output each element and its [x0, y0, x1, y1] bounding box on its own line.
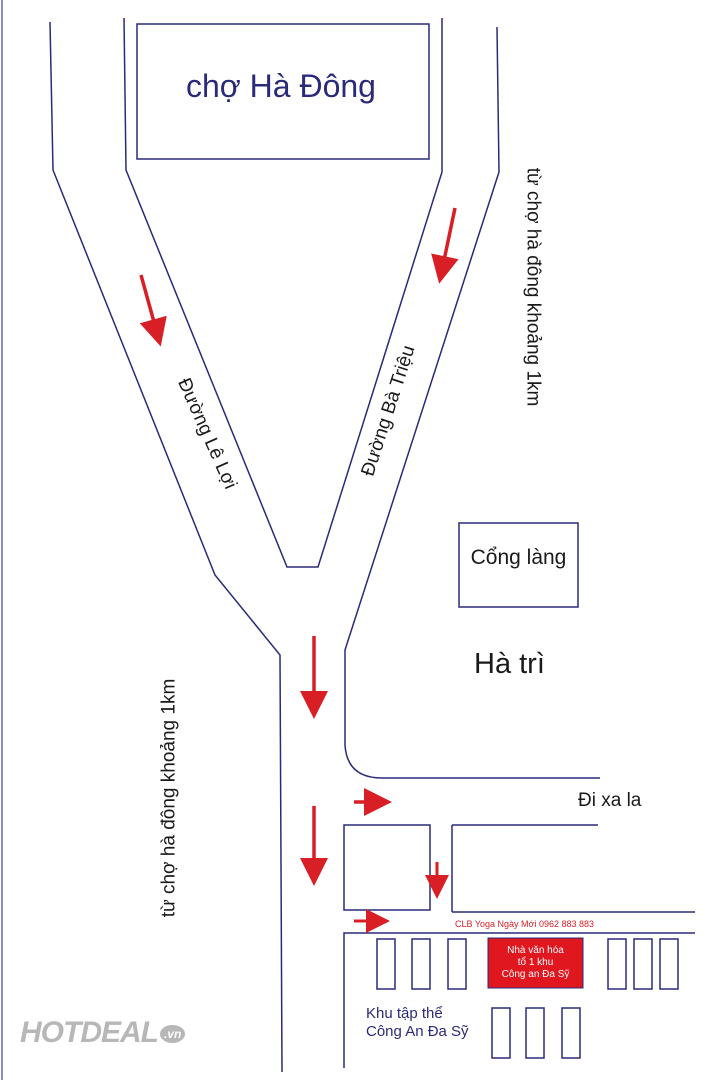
- market-label: chợ Hà Đông: [186, 68, 376, 104]
- housing-area-line: Công An Đa Sỹ: [366, 1023, 469, 1040]
- building: [377, 939, 395, 989]
- building: [412, 939, 430, 989]
- culture-house-line: Công an Đa Sỹ: [501, 969, 570, 980]
- distance-label-right: từ chợ hà đông khoảng 1km: [522, 167, 544, 407]
- to-xa-la-label: Đi xa la: [578, 790, 642, 811]
- small-block: [344, 825, 430, 910]
- housing-area-line: Khu tập thể: [366, 1005, 443, 1022]
- hotdeal-logo-suffix: .vn: [160, 1025, 185, 1043]
- culture-house-line: Nhà văn hóa: [507, 945, 564, 956]
- village-gate-label: Cổng làng: [470, 546, 567, 569]
- distance-label-left: từ chợ hà đông khoảng 1km: [158, 678, 180, 918]
- building: [448, 939, 466, 989]
- building: [660, 939, 678, 989]
- hotdeal-watermark: [20, 1016, 185, 1050]
- building: [526, 1008, 544, 1058]
- yoga-club-label: CLB Yoga Ngày Mới 0962 883 883: [455, 919, 595, 929]
- hotdeal-logo-text: HOTDEAL: [20, 1016, 158, 1049]
- building: [608, 939, 626, 989]
- culture-house-line: tổ 1 khu: [517, 957, 554, 968]
- area-name-label: Hà trì: [474, 648, 545, 680]
- housing-area-label: [366, 1005, 469, 1041]
- road-ba-trieu-label: Đường Bà Triệu: [357, 342, 420, 479]
- arrow-le-loi: [141, 275, 157, 333]
- building: [562, 1008, 580, 1058]
- culture-house-label: [488, 938, 583, 988]
- arrow-ba-trieu: [442, 208, 455, 270]
- building: [492, 1008, 510, 1058]
- building: [634, 939, 652, 989]
- road-le-loi-label: Đường Lê Lợi: [173, 375, 241, 493]
